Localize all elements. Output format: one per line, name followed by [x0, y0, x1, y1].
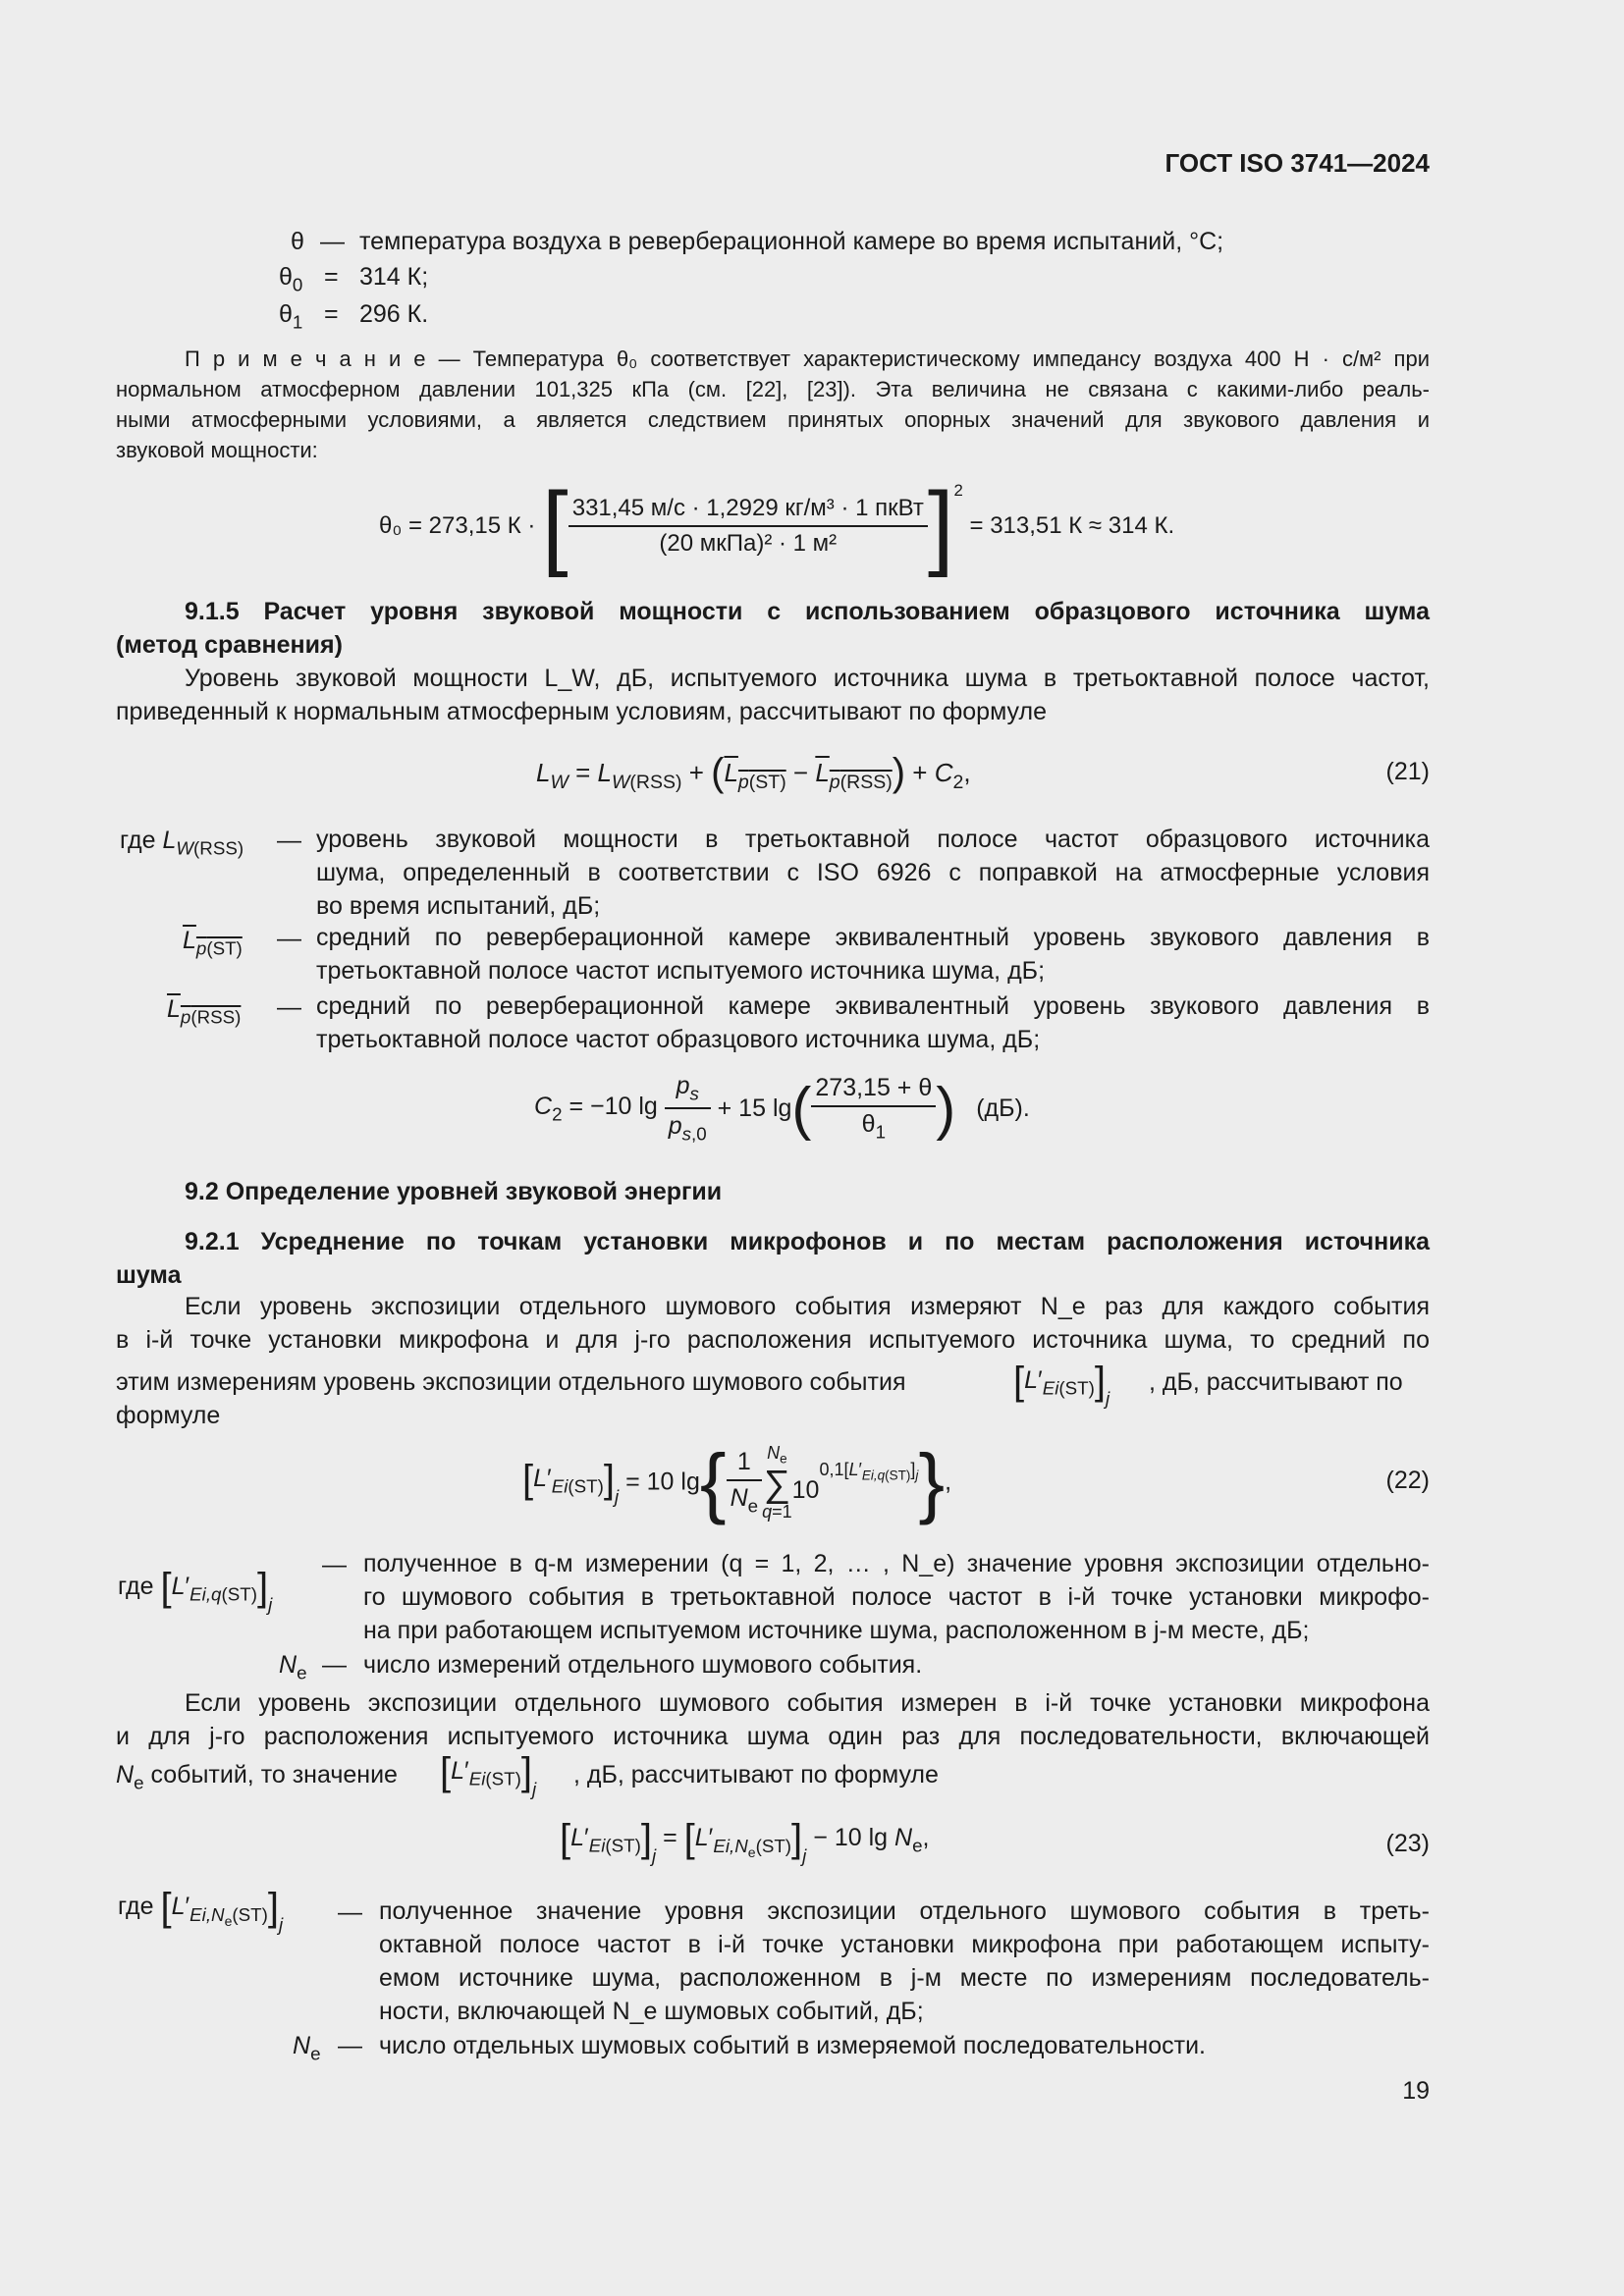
paragraph-9-1-5: Уровень звуковой мощности L_W, дБ, испытуемого источника шума в третьоктавной полосе частот, приведенный к нормальным атмосферным условиям, рассчитывают по формуле — [116, 665, 1430, 725]
def-text-le-ne: полученное значение уровня экспозиции отдельного шумового события в треть- октавной полосе частот в i-й точке установки микрофона при работающем испыту- емом источнике шума, расположенном в j-м месте по измерениям последователь- ности, включающей N_e шумовых событий, дБ; — [379, 1897, 1430, 2025]
note-label: П р и м е ч а н и е — [185, 347, 426, 371]
def-dash: — — [277, 925, 301, 952]
paragraph-line: этим измерениям уровень экспозиции отдельного шумового события — [116, 1368, 906, 1396]
note-line: звуковой мощности: — [116, 438, 318, 462]
inline-symbol-le-st: $[L'_{Ei(ST)}]_j$ — [1013, 1360, 1110, 1409]
def-text-lp-rss: средний по реверберационной камере эквивалентный уровень звукового давления в третьоктавной полосе частот образцового источника шума, дБ; — [316, 992, 1430, 1053]
page-number: 19 — [1402, 2077, 1430, 2105]
paragraph-line: , дБ, рассчитывают по — [1149, 1368, 1403, 1396]
def-theta-text: температура воздуха в реверберационной камере во время испытаний, °С; — [359, 228, 1224, 255]
def-theta0-symbol: $\theta_0$ — [279, 263, 303, 295]
paragraph-line: $N_e$ событий, то значение — [116, 1761, 398, 1793]
def-text-ne: число отдельных шумовых событий в измеряемой последовательности. — [379, 2032, 1207, 2059]
equation-22: $[L'_{Ei(ST)}]_j = 10$ lg{ $\frac{1}{N_e}$ $N_e$ ∑ q=1 $10^{0,1[L'_{Ei,q(ST)}]_j}$}, — [522, 1438, 952, 1525]
def-theta1-value: 296 К. — [359, 300, 429, 328]
paragraph-line: , дБ, рассчитывают по формуле — [573, 1761, 939, 1789]
paragraph-after-22: Если уровень экспозиции отдельного шумового события измерен в i-й точке установки микрофона и для j-го расположения испытуемого источника шума один раз для последовательности, включающей — [116, 1689, 1430, 1750]
def-dash: — — [277, 993, 301, 1021]
def-theta0-value: 314 К; — [359, 263, 429, 291]
equation-c2: $C_2 = -10$ lg $\frac{p_s}{p_{s,0}}$ + 15 lg( $\frac{273,15 + \theta}{\theta_1}$ ) (дБ). — [534, 1072, 1030, 1145]
note-line: нормальном атмосферном давлении 101,325 кПа (см. [22], [23]). Эта величина не связана с какими-либо реаль- — [116, 377, 1430, 401]
equation-number: (21) — [1385, 758, 1430, 785]
document-header: ГОСТ ISO 3741—2024 — [1164, 148, 1430, 178]
inline-symbol-le-st: $[L'_{Ei(ST)}]_j$ — [440, 1750, 537, 1799]
def-dash: — — [322, 1551, 347, 1578]
def-symbol-le-ne: где $[L'_{Ei,N_e(ST)}]_j$ — [118, 1886, 284, 1935]
paragraph-9-2-1: Если уровень экспозиции отдельного шумового события измеряют N_e раз для каждого события в i-й точке установки микрофона и для j-го расположения испытуемого источника шума, то средний по — [116, 1293, 1430, 1354]
def-symbol-ne: $N_e$ — [279, 1651, 307, 1683]
section-heading-9-2: 9.2 Определение уровней звуковой энергии — [185, 1178, 723, 1205]
def-equals: = — [324, 263, 339, 291]
def-dash: — — [277, 827, 301, 854]
paragraph-line: формуле — [116, 1402, 221, 1429]
note-line: П р и м е ч а н и е — Температура θ₀ соответствует характеристическому импедансу воздуха 400 Н · с/м² при — [185, 347, 1430, 371]
equation-23: $[L'_{Ei(ST)}]_j = [L'_{Ei,N_e(ST)}]_j - 10$ $\lg N_e$, — [560, 1817, 930, 1866]
def-text-le-q: полученное в q-м измерении (q = 1, 2, … , N_e) значение уровня экспозиции отдельно- го шумового события в третьоктавной полосе частот в i-й точке установки микрофо- на при работающем испытуемом источнике шума, расположенном в j-м месте, дБ; — [363, 1550, 1430, 1644]
def-symbol-lp-rss: $L_{p(RSS)}$ — [167, 995, 242, 1028]
def-text-ne: число измерений отдельного шумового события. — [363, 1651, 923, 1679]
equation-number: (23) — [1385, 1830, 1430, 1857]
def-symbol-le-q: где $[L'_{Ei,q(ST)}]_j$ — [118, 1566, 273, 1615]
def-dash: — — [320, 228, 345, 255]
note-line: ными атмосферными условиями, а является следствием принятых опорных значений для звукового давления и — [116, 407, 1430, 432]
def-equals: = — [324, 300, 339, 328]
def-dash: — — [338, 2032, 362, 2059]
note-paragraph — [116, 344, 1430, 465]
def-symbol-ne: $N_e$ — [293, 2032, 321, 2064]
def-dash: — — [322, 1651, 347, 1679]
def-symbol-lp-st: $L_{p(ST)}$ — [183, 927, 243, 959]
def-theta1-symbol: $\theta_1$ — [279, 300, 303, 333]
def-dash: — — [338, 1898, 362, 1926]
equation-21: $L_W = L_{W(RSS)} + (L_{p(ST)} - L_{p(RSS)}) + C_2$, — [536, 751, 971, 794]
def-text-lp-st: средний по реверберационной камере эквивалентный уровень звукового давления в третьоктавной полосе частот испытуемого источника шума, дБ; — [316, 924, 1430, 985]
def-theta-symbol: θ — [291, 228, 304, 255]
equation-number: (22) — [1385, 1467, 1430, 1494]
equation-theta0: θ₀ = 273,15 К · [ $\frac{\text{331,45 м/с · 1,2929 кг/м³ · 1 пкВт}}{\text{(20 мкПа)² · 1 м²}}$ ]$^2$ = 313,51 К ≈ 314 К. — [379, 473, 1175, 578]
def-symbol-lw-rss: где $L_{W(RSS)}$ — [120, 827, 244, 859]
section-heading-9-1-5: 9.1.5 Расчет уровня звуковой мощности с использованием образцового источника шума (метод сравнения) — [116, 598, 1430, 659]
section-heading-9-2-1: 9.2.1 Усреднение по точкам установки микрофонов и по местам расположения источника шума — [116, 1228, 1430, 1289]
def-text-lw-rss: уровень звуковой мощности в третьоктавной полосе частот образцового источника шума, определенный в соответствии с ISO 6926 с поправкой на атмосферные условия во время испытаний, дБ; — [316, 826, 1430, 920]
